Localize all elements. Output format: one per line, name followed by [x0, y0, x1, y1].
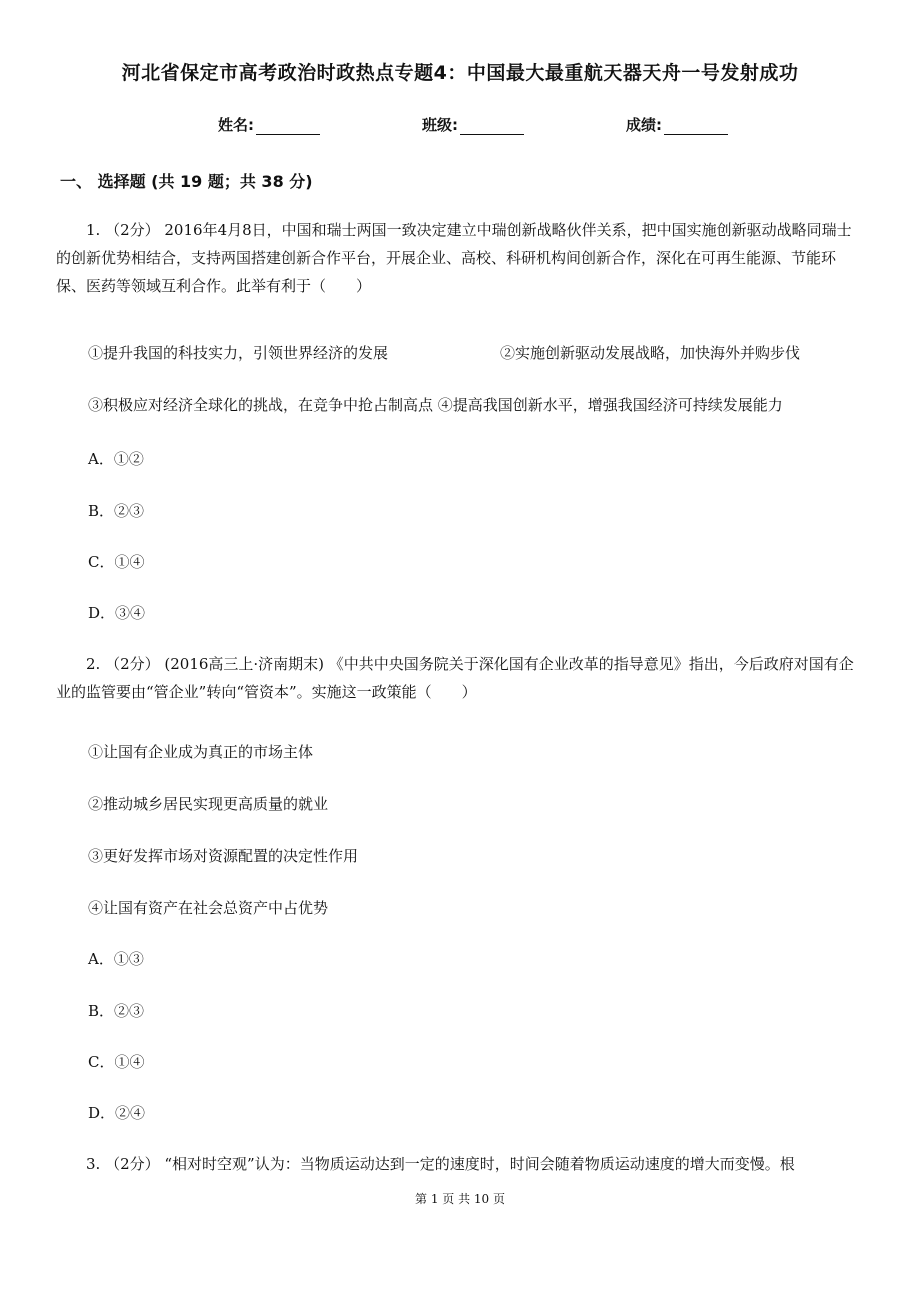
name-field [218, 114, 320, 135]
student-info-row [0, 114, 920, 138]
score-label: 成绩: [626, 116, 662, 134]
question-2-option-b[interactable]: B．②③ [88, 1002, 145, 1020]
question-1-statement-2: ②实施创新驱动发展战略，加快海外并购步伐 [500, 344, 801, 362]
name-label: 姓名: [218, 116, 254, 134]
question-1-statement-3-4: ③积极应对经济全球化的挑战，在竞争中抢占制高点 ④提高我国创新水平，增强我国经济可持续发展能力 [88, 396, 783, 414]
page-title: 河北省保定市高考政治时政热点专题4：中国最大最重航天器天舟一号发射成功 [121, 62, 799, 84]
question-2-option-c[interactable]: C．①④ [88, 1053, 145, 1071]
question-2-option-d[interactable]: D．②④ [88, 1104, 146, 1122]
question-2-statement-3: ③更好发挥市场对资源配置的决定性作用 [88, 847, 359, 865]
question-2-text: 2. （2分） (2016高三上·济南期末) 《中共中央国务院关于深化国有企业改革的指导意见》指出，今后政府对国有企业的监管要由“管企业”转向“管资本”。实施这一政策能（ ） [56, 655, 854, 701]
question-2-statement-1: ①让国有企业成为真正的市场主体 [88, 743, 314, 761]
class-blank [460, 118, 524, 135]
question-3-text: 3. （2分） “相对时空观”认为：当物质运动达到一定的速度时，时间会随着物质运动速度的增大而变慢。根 [86, 1155, 795, 1173]
question-1-option-d[interactable]: D．③④ [88, 604, 146, 622]
name-blank [256, 118, 320, 135]
question-2-statement-4: ④让国有资产在社会总资产中占优势 [88, 899, 329, 917]
question-1-option-c[interactable]: C．①④ [88, 553, 145, 571]
class-field [422, 114, 524, 135]
question-2-statement-2: ②推动城乡居民实现更高质量的就业 [88, 795, 329, 813]
question-1-text: 1. （2分） 2016年4月8日，中国和瑞士两国一致决定建立中瑞创新战略伙伴关系，把中国实施创新驱动战略同瑞士的创新优势相结合，支持两国搭建创新合作平台，开展企业、高校、科研机构间创新合作，深化在可再生能源、节能环保、医药等领域互利合作。此举有利于（ ） [56, 221, 852, 295]
question-1-statement-1: ①提升我国的科技实力，引领世界经济的发展 [88, 344, 389, 362]
question-2-option-a[interactable]: A．①③ [88, 950, 144, 968]
score-blank [664, 118, 728, 135]
question-1-option-b[interactable]: B．②③ [88, 502, 145, 520]
page-footer: 第 1 页 共 10 页 [415, 1192, 505, 1206]
question-1-option-a[interactable]: A．①② [88, 450, 144, 468]
section-heading: 一、 选择题 (共 19 题；共 38 分) [60, 172, 313, 191]
score-field [626, 114, 728, 135]
class-label: 班级: [422, 116, 458, 134]
